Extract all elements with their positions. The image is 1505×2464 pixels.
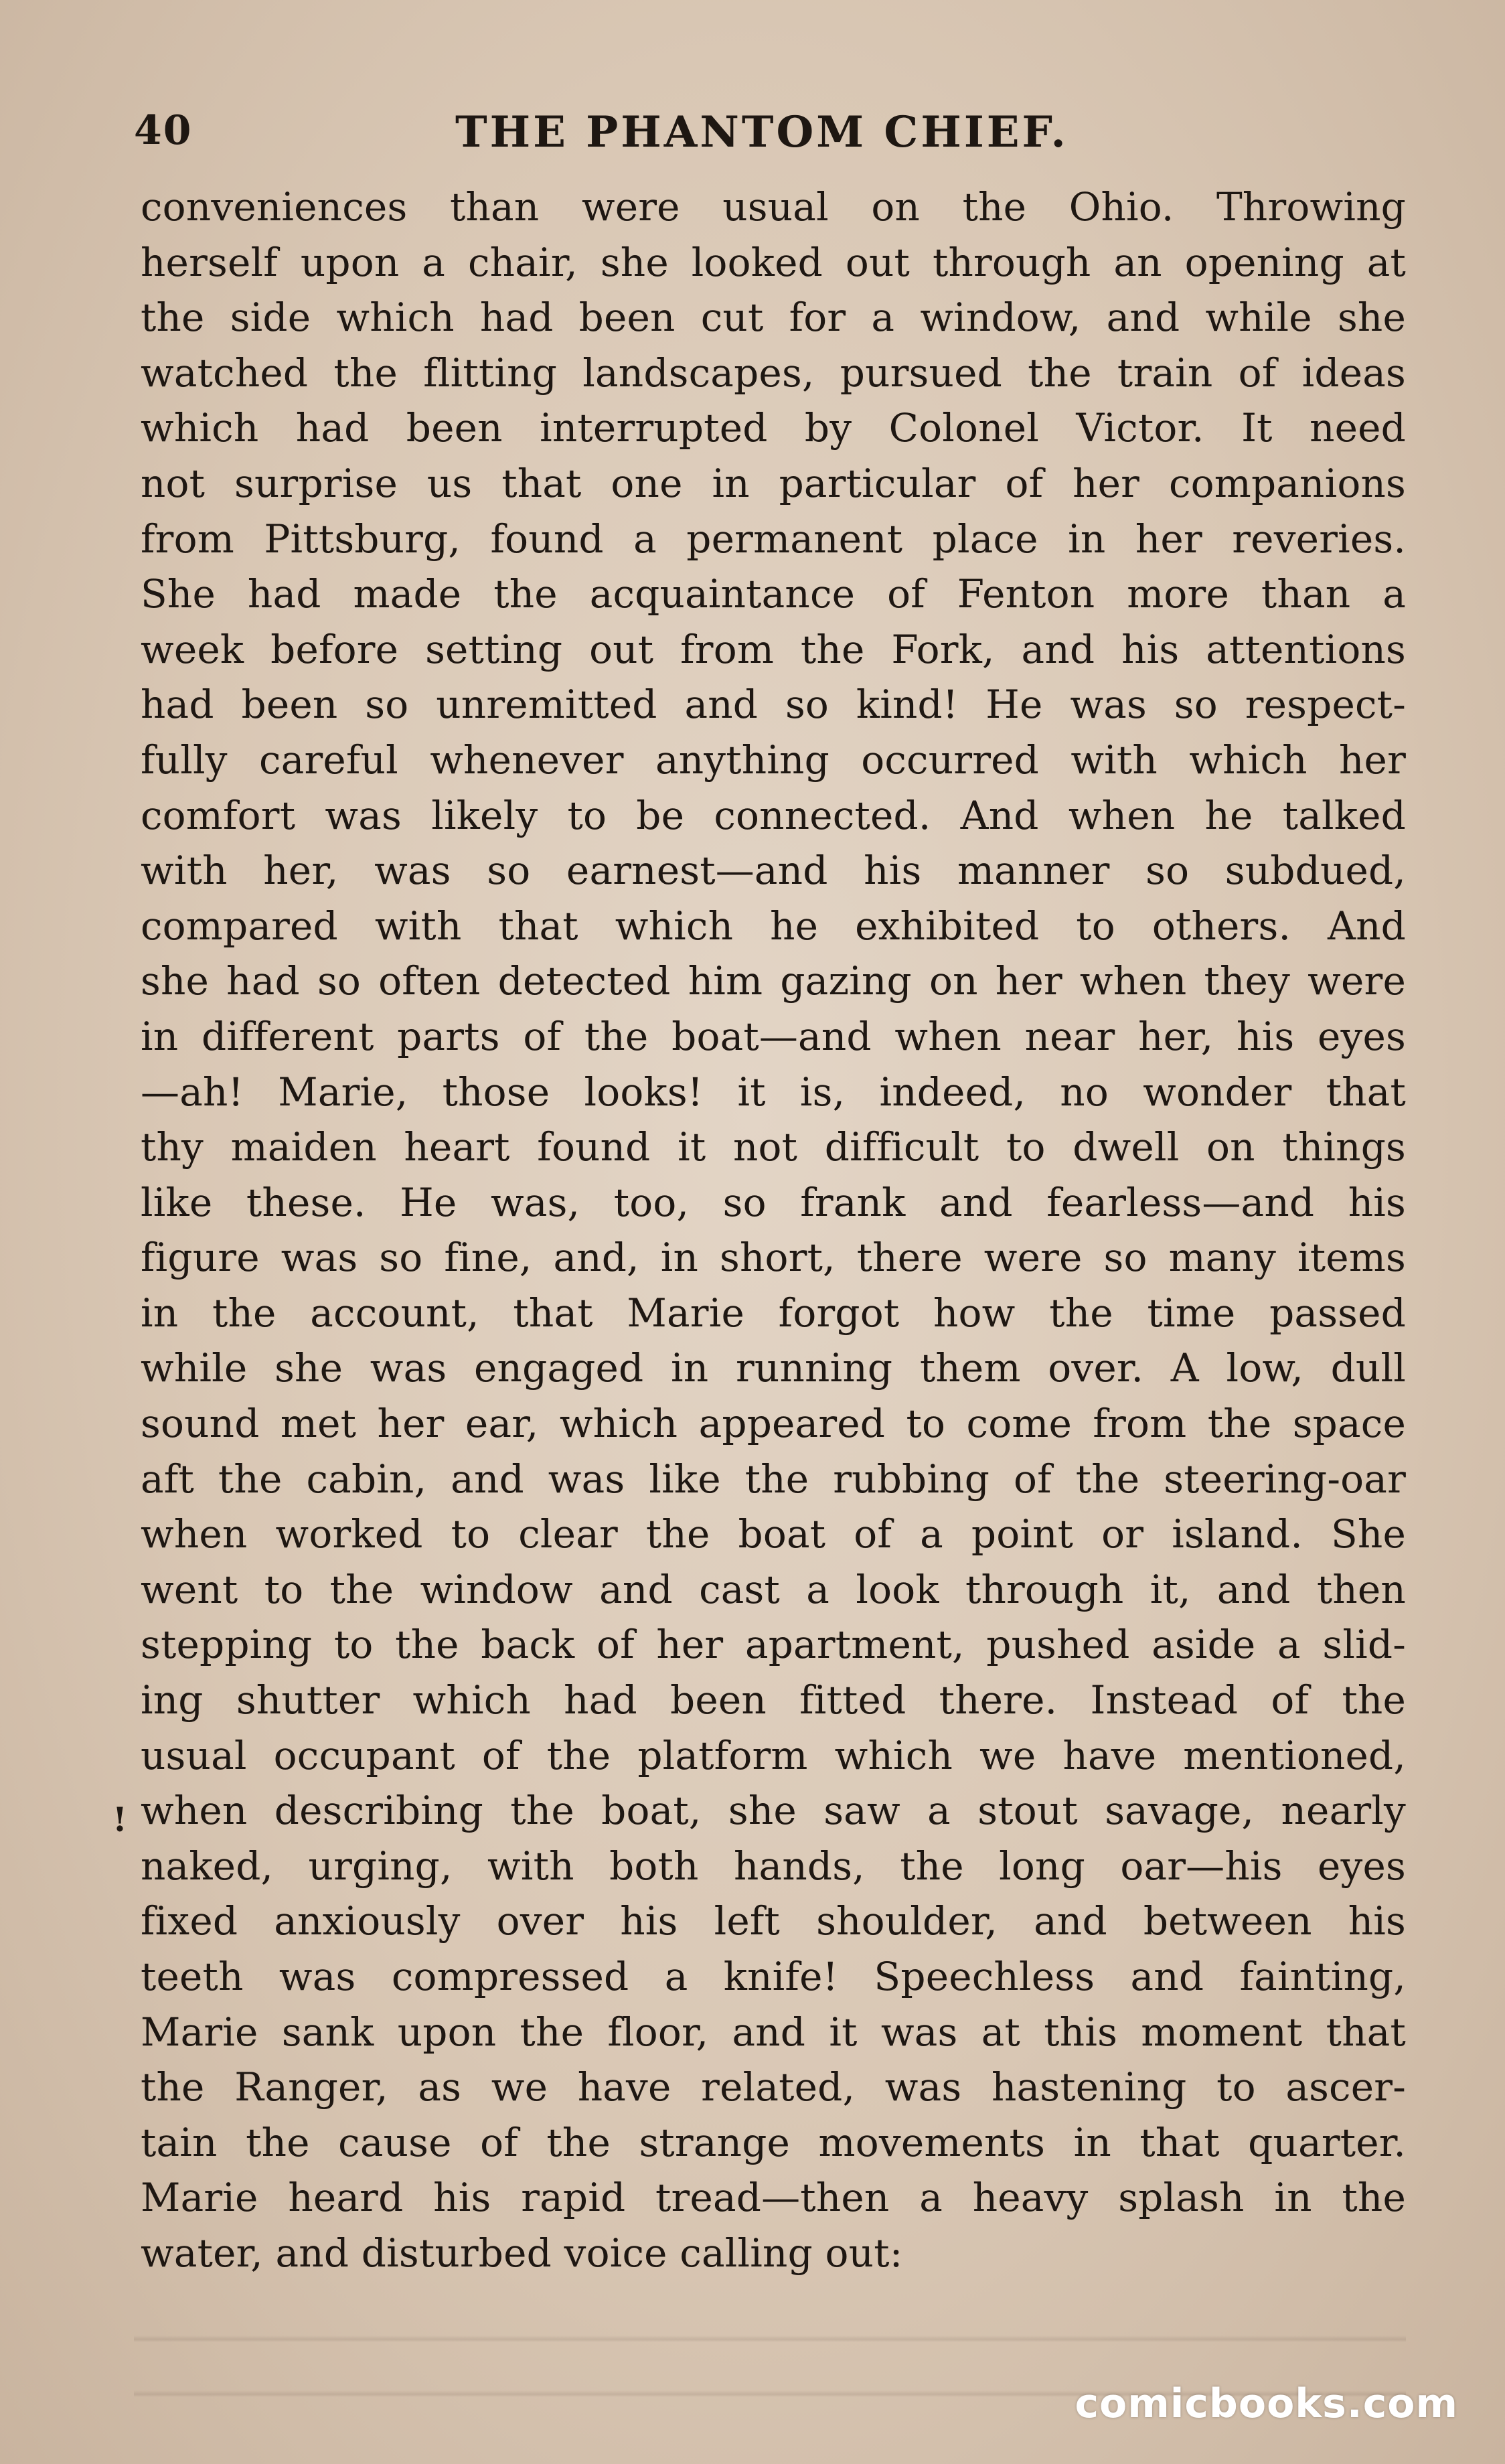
text-line: —ah! Marie, those looks! it is, indeed, no wonder that xyxy=(141,1069,1406,1115)
text-line: sound met her ear, which appeared to come from the space xyxy=(141,1401,1406,1447)
text-line: comfort was likely to be connected. And when he talked xyxy=(141,792,1406,838)
text-line: not surprise us that one in particular of her companions xyxy=(141,460,1406,506)
text-line: Marie heard his rapid tread—then a heavy splash in the xyxy=(141,2175,1406,2221)
text-line: which had been interrupted by Colonel Victor. It need xyxy=(141,405,1406,451)
text-line: teeth was compressed a knife! Speechless and fainting, xyxy=(141,1954,1406,1999)
page-number: 40 xyxy=(134,107,193,154)
text-line: Marie sank upon the floor, and it was at this moment that xyxy=(141,2009,1406,2055)
text-line: went to the window and cast a look through it, and then xyxy=(141,1566,1406,1612)
text-line: water, and disturbed voice calling out: xyxy=(141,2230,903,2276)
text-line: fixed anxiously over his left shoulder, and between his xyxy=(141,1898,1406,1944)
text-line: naked, urging, with both hands, the long oar—his eyes xyxy=(141,1843,1406,1889)
text-line: in different parts of the boat—and when near her, his eyes xyxy=(141,1013,1406,1059)
text-line: from Pittsburg, found a permanent place in her reveries. xyxy=(141,516,1406,562)
watermark: comicbooks.com xyxy=(1075,2380,1458,2427)
text-line: like these. He was, too, so frank and fearless—and his xyxy=(141,1179,1406,1225)
text-line: week before setting out from the Fork, and his attentions xyxy=(141,626,1406,672)
text-line: ing shutter which had been fitted there. Instead of the xyxy=(141,1677,1406,1723)
text-line: fully careful whenever anything occurred with which her xyxy=(141,737,1406,783)
text-line: the Ranger, as we have related, was hastening to ascer- xyxy=(141,2064,1406,2110)
text-line: figure was so fine, and, in short, there were so many items xyxy=(141,1235,1406,1281)
text-line: when worked to clear the boat of a point or island. She xyxy=(141,1511,1406,1557)
text-line: she had so often detected him gazing on her when they were xyxy=(141,958,1406,1004)
page-header xyxy=(134,100,1393,181)
text-line: She had made the acquaintance of Fenton more than a xyxy=(141,571,1406,617)
text-line: the side which had been cut for a window, and while she xyxy=(141,295,1406,341)
text-line: stepping to the back of her apartment, pushed aside a slid- xyxy=(141,1622,1406,1668)
text-line: compared with that which he exhibited to others. And xyxy=(141,903,1406,949)
text-line: aft the cabin, and was like the rubbing of the steering-oar xyxy=(141,1456,1406,1502)
text-line: while she was engaged in running them over. A low, dull xyxy=(141,1345,1406,1391)
text-line: with her, was so earnest—and his manner so subdued, xyxy=(141,848,1406,894)
text-line: tain the cause of the strange movements in that quarter. xyxy=(141,2119,1406,2165)
text-line: conveniences than were usual on the Ohio. Throwing xyxy=(141,184,1406,230)
text-line: had been so unremitted and so kind! He was so respect- xyxy=(141,682,1406,728)
text-line: in the account, that Marie forgot how the time passed xyxy=(141,1290,1406,1336)
text-line: usual occupant of the platform which we have mentioned, xyxy=(141,1732,1406,1778)
running-title: THE PHANTOM CHIEF. xyxy=(455,107,1068,157)
body-text xyxy=(141,179,1406,2281)
text-line: when describing the boat, she saw a stout savage, nearly xyxy=(141,1788,1406,1834)
text-line: herself upon a chair, she looked out through an opening at xyxy=(141,239,1406,285)
text-line: watched the flitting landscapes, pursued the train of ideas xyxy=(141,350,1406,396)
text-line: thy maiden heart found it not difficult to dwell on things xyxy=(141,1124,1406,1170)
margin-mark: ! xyxy=(112,1800,127,1839)
